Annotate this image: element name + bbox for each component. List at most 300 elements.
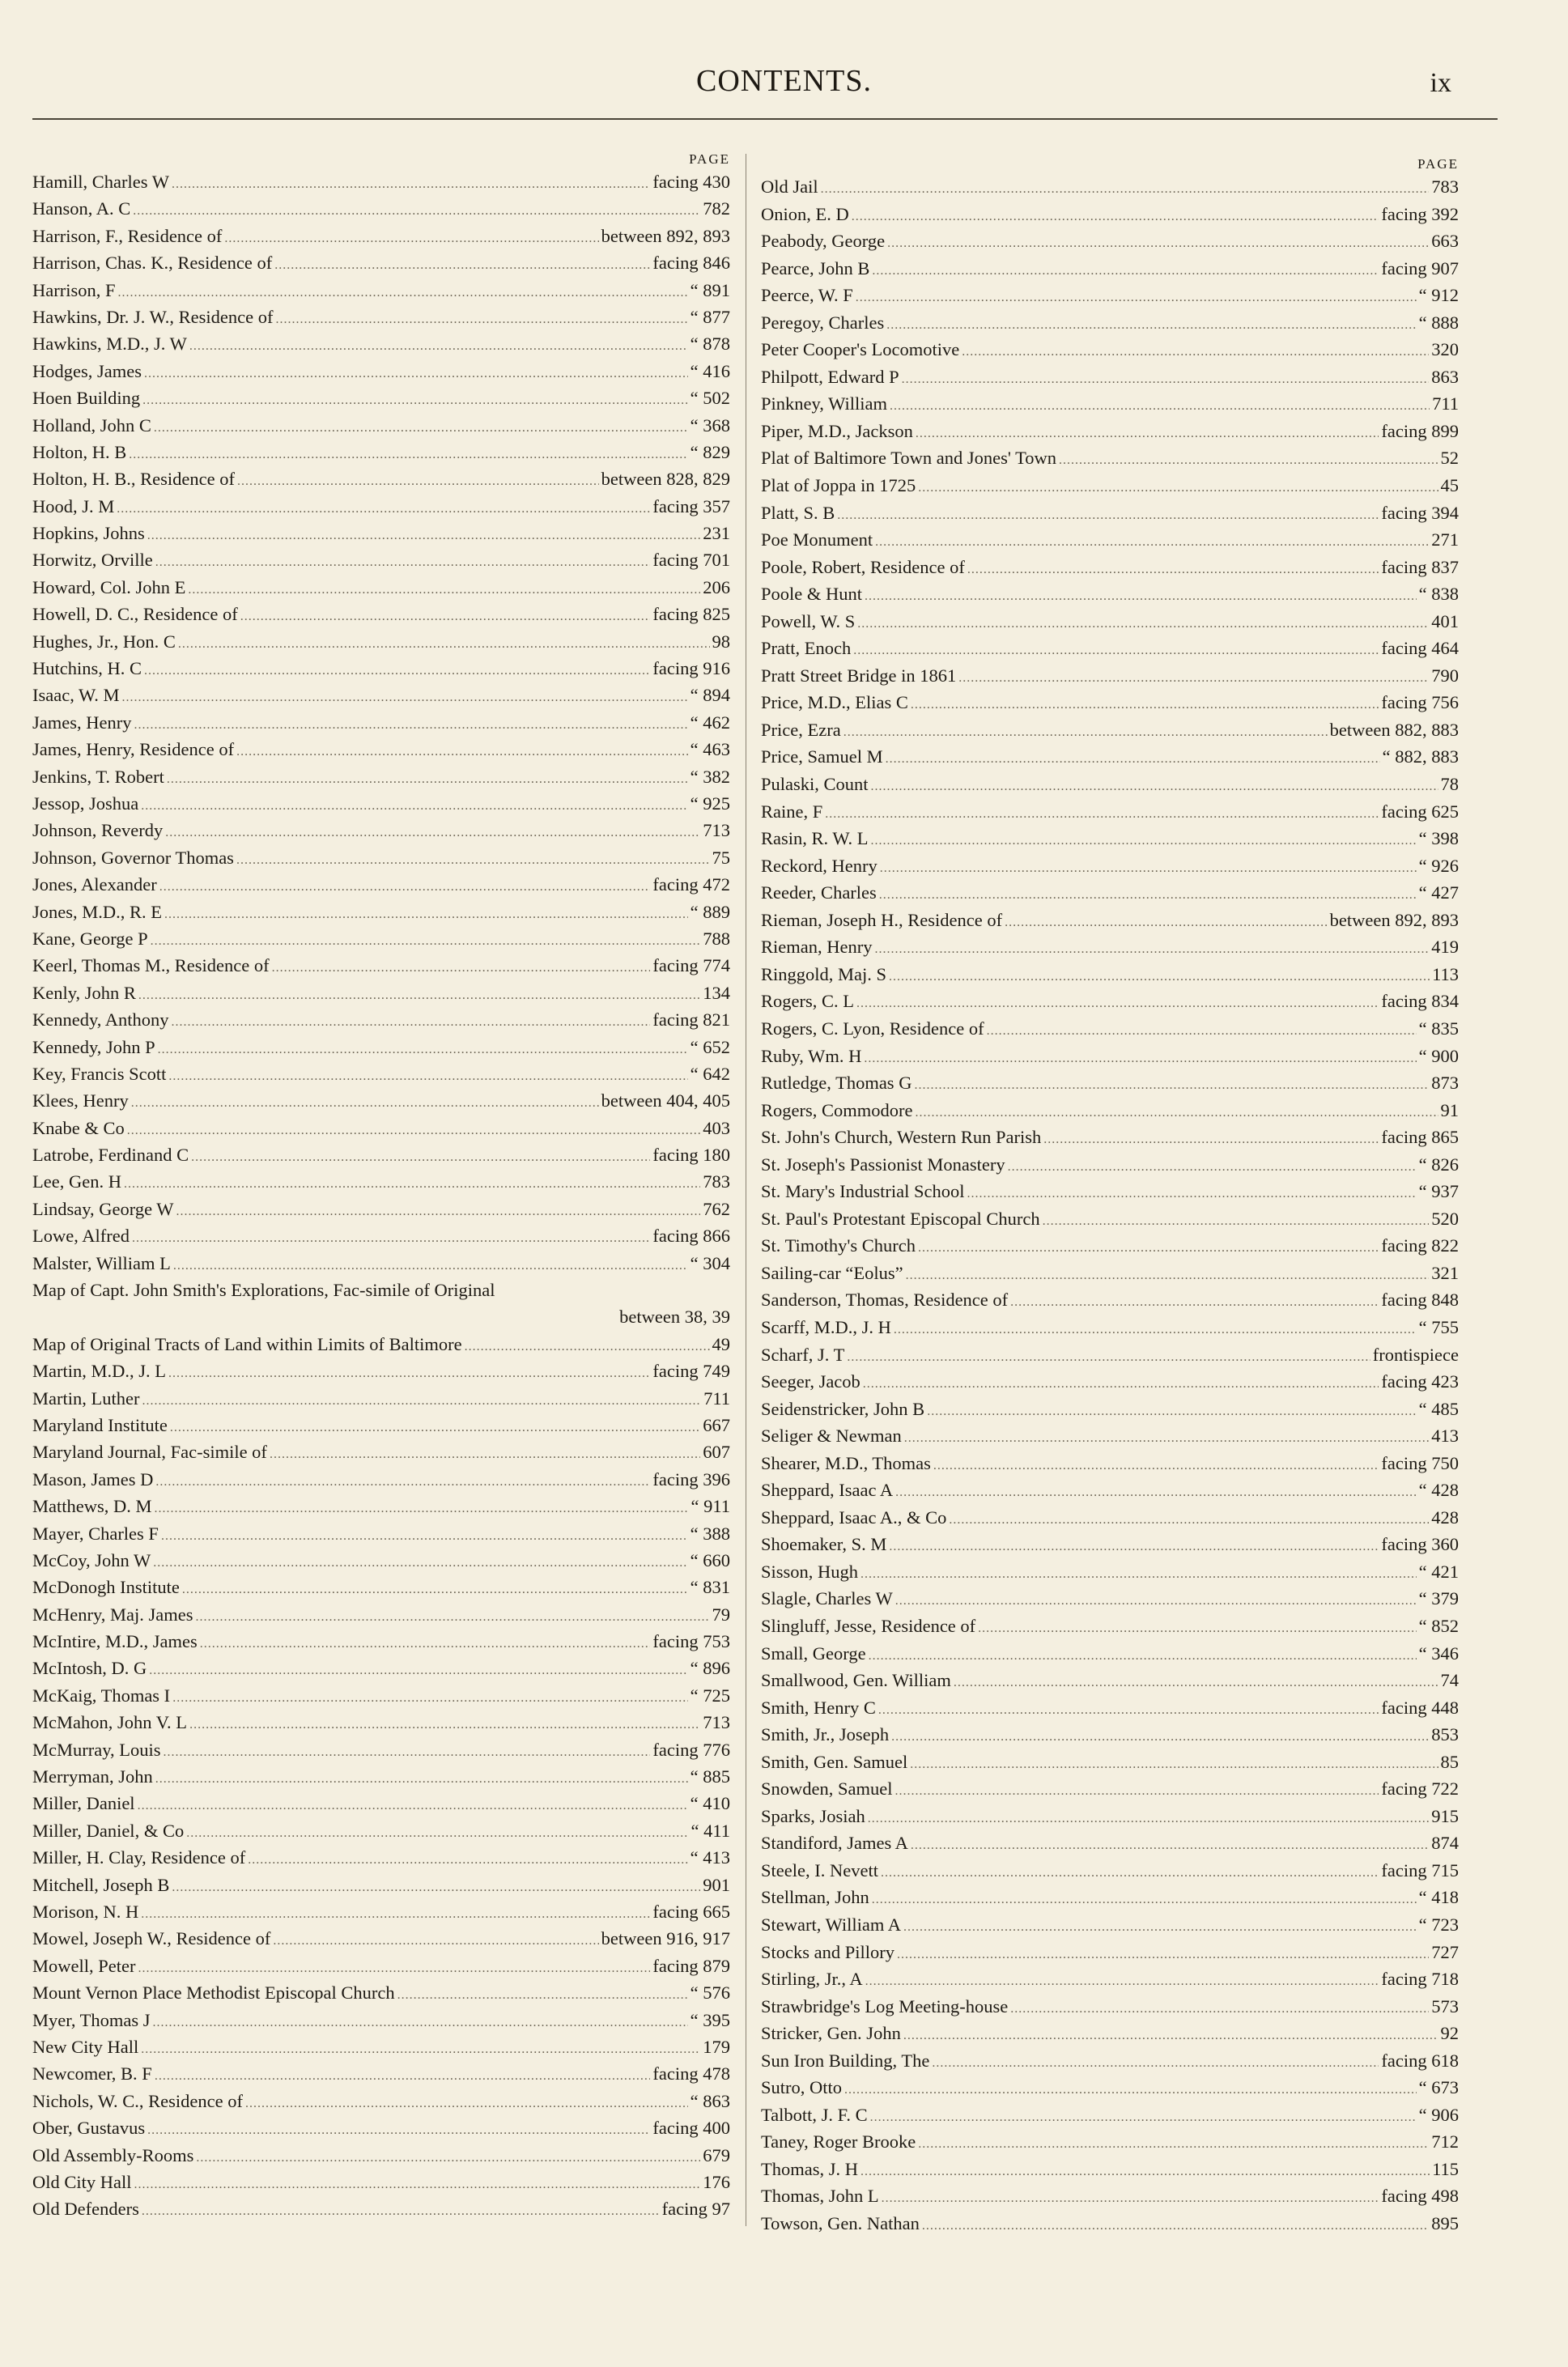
- index-entry: [32, 520, 730, 546]
- entry-title: Myer, Thomas J: [32, 2009, 151, 2030]
- entry-title: Jessop, Joshua: [32, 793, 139, 814]
- dot-leader: [164, 901, 688, 928]
- index-entry: [32, 304, 730, 330]
- index-entry: [32, 195, 730, 222]
- dot-leader: [987, 1018, 1417, 1045]
- dot-leader: [147, 522, 700, 549]
- entry-title: between 38, 39: [619, 1307, 730, 1328]
- page-reference: “ 885: [690, 1766, 730, 1787]
- index-entry: [761, 635, 1459, 662]
- index-entry: [32, 358, 730, 385]
- index-entry: [761, 608, 1459, 635]
- dot-leader: [142, 1387, 701, 1414]
- page-reference: “ 889: [690, 901, 730, 922]
- index-entry: [32, 1493, 730, 1519]
- entry-title: Hodges, James: [32, 360, 142, 381]
- page-reference: “ 926: [1418, 855, 1459, 876]
- entry-title: Slingluff, Jesse, Residence of: [761, 1615, 976, 1636]
- index-entry: [32, 574, 730, 601]
- page-reference: facing 400: [652, 2118, 730, 2139]
- index-entry: [761, 1749, 1459, 1776]
- page-reference: between 882, 883: [1329, 719, 1459, 740]
- page-reference: facing 750: [1381, 1452, 1459, 1473]
- entry-title: Philpott, Edward P: [761, 366, 899, 387]
- page-reference: facing 357: [652, 495, 730, 516]
- dot-leader: [170, 1414, 700, 1441]
- index-entry: [761, 1667, 1459, 1694]
- page-reference: 419: [1431, 937, 1459, 958]
- index-entry: [32, 1763, 730, 1790]
- dot-leader: [134, 712, 687, 738]
- dot-leader: [933, 1452, 1379, 1480]
- dot-leader: [155, 1495, 689, 1522]
- entry-title: Howell, D. C., Residence of: [32, 604, 238, 625]
- entry-title: Nichols, W. C., Residence of: [32, 2090, 243, 2111]
- entry-title: Towson, Gen. Nathan: [761, 2213, 920, 2234]
- page-reference: 873: [1431, 1073, 1459, 1094]
- entry-title: St. Mary's Industrial School: [761, 1181, 965, 1202]
- dot-leader: [880, 855, 1417, 882]
- index-entry: [32, 1412, 730, 1438]
- dot-leader: [918, 474, 1438, 502]
- dot-leader: [155, 2063, 651, 2089]
- dot-leader: [894, 1316, 1417, 1344]
- page-reference: facing 625: [1381, 801, 1459, 822]
- entry-title: Mayer, Charles F: [32, 1523, 159, 1544]
- dot-leader: [141, 2036, 700, 2063]
- page-reference: “ 896: [690, 1658, 730, 1679]
- entry-title: Harrison, F: [32, 279, 116, 300]
- index-entry: [761, 1721, 1459, 1749]
- index-entry: [761, 1314, 1459, 1341]
- index-entry: [761, 852, 1459, 880]
- page-reference: “ 346: [1418, 1642, 1459, 1664]
- page-reference: facing 430: [652, 172, 730, 192]
- index-entry: [32, 925, 730, 952]
- dot-leader: [978, 1615, 1416, 1642]
- index-entry: [32, 1385, 730, 1412]
- dot-leader: [906, 1262, 1430, 1290]
- page-reference: facing 394: [1381, 502, 1459, 523]
- dot-leader: [871, 773, 1438, 801]
- index-entry: [32, 1222, 730, 1249]
- dot-leader: [117, 495, 650, 522]
- entry-title: Miller, Daniel, & Co: [32, 1820, 185, 1841]
- index-entry: [761, 1911, 1459, 1939]
- entry-title: Johnson, Reverdy: [32, 820, 164, 841]
- index-entry: [761, 363, 1459, 391]
- page-reference: “ 642: [690, 1063, 730, 1084]
- dot-leader: [172, 1009, 651, 1035]
- dot-leader: [134, 2171, 701, 2198]
- page-reference: facing 498: [1381, 2186, 1459, 2207]
- page-reference: “ 882, 883: [1382, 746, 1459, 767]
- page-reference: 206: [703, 576, 730, 597]
- entry-title: Ruby, Wm. H: [761, 1045, 862, 1066]
- index-entry: [32, 1547, 730, 1574]
- entry-title: Stewart, William A: [761, 1914, 902, 1935]
- entry-title: Pratt Street Bridge in 1861: [761, 665, 957, 686]
- dot-leader: [902, 366, 1430, 393]
- entry-title: Pinkney, William: [761, 393, 887, 414]
- index-entry: [32, 168, 730, 195]
- index-entry: [761, 716, 1459, 744]
- dot-leader: [155, 1468, 650, 1495]
- index-entry: [32, 1303, 730, 1330]
- entry-title: Old Assembly-Rooms: [32, 2144, 194, 2165]
- dot-leader: [1005, 909, 1328, 937]
- dot-leader: [245, 2090, 688, 2117]
- dot-leader: [272, 954, 651, 981]
- page-reference: “ 463: [690, 739, 730, 760]
- entry-title: Mitchell, Joseph B: [32, 1874, 170, 1895]
- entry-title: Hopkins, Johns: [32, 523, 145, 544]
- entry-title: Kenly, John R: [32, 982, 136, 1003]
- index-entry: [32, 277, 730, 304]
- page-reference: “ 410: [690, 1793, 730, 1814]
- index-entry: [761, 1341, 1459, 1369]
- dot-leader: [891, 1723, 1429, 1751]
- dot-leader: [240, 603, 651, 630]
- page-reference: “ 304: [690, 1252, 730, 1273]
- index-entry: [32, 899, 730, 925]
- entry-title: Peabody, George: [761, 231, 886, 252]
- index-entry: [32, 1168, 730, 1195]
- index-entry: [32, 1925, 730, 1952]
- entry-title: Hughes, Jr., Hon. C: [32, 631, 176, 652]
- dot-leader: [131, 1090, 599, 1116]
- dot-leader: [274, 252, 650, 278]
- dot-leader: [860, 1561, 1417, 1588]
- page-reference: 783: [1431, 176, 1459, 197]
- dot-leader: [922, 2212, 1429, 2240]
- entry-title: McCoy, John W: [32, 1549, 151, 1570]
- entry-title: Sailing-car “Eolus”: [761, 1262, 903, 1283]
- entry-title: Mason, James D: [32, 1468, 154, 1489]
- page-reference: 401: [1431, 610, 1459, 631]
- page-reference: “ 835: [1418, 1018, 1459, 1039]
- index-entry: [32, 1872, 730, 1898]
- entry-title: Merryman, John: [32, 1766, 153, 1787]
- dot-leader: [200, 1630, 651, 1657]
- page-reference: facing 618: [1381, 2050, 1459, 2071]
- entry-title: Reeder, Charles: [761, 882, 877, 903]
- page-reference: facing 753: [652, 1631, 730, 1652]
- index-entry: [32, 952, 730, 979]
- index-entry: [761, 472, 1459, 499]
- dot-leader: [843, 719, 1328, 746]
- entry-title: Smith, Gen. Samuel: [761, 1751, 908, 1772]
- page-reference: “ 911: [691, 1496, 730, 1517]
- page-reference: 520: [1431, 1208, 1459, 1229]
- entry-title: Thomas, J. H: [761, 2158, 858, 2179]
- dot-leader: [186, 1820, 688, 1846]
- index-entry: [761, 743, 1459, 771]
- dot-leader: [248, 1846, 687, 1873]
- dot-leader: [191, 1144, 650, 1171]
- dot-leader: [127, 1117, 701, 1144]
- page-reference: 712: [1431, 2131, 1459, 2152]
- dot-leader: [168, 1063, 687, 1090]
- entry-title: Holland, John C: [32, 414, 151, 436]
- entry-title: Miller, Daniel: [32, 1793, 135, 1814]
- page-reference: 176: [703, 2171, 730, 2192]
- page-reference: “ 826: [1418, 1154, 1459, 1175]
- dot-leader: [196, 2144, 700, 2171]
- index-entry: [32, 790, 730, 817]
- entry-title: Hawkins, M.D., J. W: [32, 334, 187, 355]
- entry-title: Sutro, Otto: [761, 2077, 843, 2098]
- dot-leader: [161, 1523, 688, 1549]
- entry-title: Rogers, Commodore: [761, 1099, 913, 1120]
- page-reference: facing 879: [652, 1955, 730, 1976]
- page-reference: 895: [1431, 2213, 1459, 2234]
- page-reference: facing 837: [1381, 556, 1459, 577]
- page-reference: 874: [1431, 1833, 1459, 1854]
- page-reference: “ 829: [690, 441, 730, 462]
- page-reference: “ 502: [690, 388, 730, 409]
- index-entry: [32, 1520, 730, 1547]
- dot-leader: [837, 502, 1379, 529]
- dot-leader: [196, 1604, 710, 1630]
- page-reference: “ 411: [691, 1820, 730, 1841]
- index-entry: [32, 1953, 730, 1979]
- dot-leader: [270, 1441, 700, 1468]
- index-entry: [761, 2156, 1459, 2183]
- page-reference: facing 396: [652, 1468, 730, 1489]
- index-entry: [32, 2142, 730, 2169]
- dot-leader: [860, 2158, 1430, 2186]
- index-entry: [32, 439, 730, 465]
- dot-leader: [911, 1832, 1429, 1859]
- index-entry: [761, 227, 1459, 255]
- entry-title: Scarff, M.D., J. H: [761, 1316, 891, 1337]
- entry-title: Jones, M.D., R. E: [32, 901, 163, 922]
- page-reference: “ 725: [690, 1685, 730, 1706]
- page-reference: 607: [703, 1442, 730, 1463]
- index-entry: [761, 1965, 1459, 1993]
- entry-title: Ringgold, Maj. S: [761, 963, 887, 984]
- page-reference: 271: [1431, 529, 1459, 550]
- page-reference: 45: [1440, 475, 1459, 496]
- entry-title: Knabe & Co: [32, 1117, 125, 1138]
- entry-title: Rasin, R. W. L: [761, 828, 869, 849]
- dot-leader: [872, 257, 1379, 285]
- entry-title: Harrison, Chas. K., Residence of: [32, 253, 273, 274]
- dot-leader: [124, 1171, 700, 1197]
- index-entry: [761, 2210, 1459, 2237]
- entry-title: Standiford, James A: [761, 1833, 908, 1854]
- index-entry: [32, 2033, 730, 2060]
- entry-title: Price, Samuel M: [761, 746, 883, 767]
- index-entry: [32, 1601, 730, 1628]
- index-entry: [761, 1504, 1459, 1532]
- index-entry: [761, 2101, 1459, 2129]
- index-entry: [32, 2195, 730, 2222]
- entry-title: Price, M.D., Elias C: [761, 692, 908, 713]
- index-entry: [761, 1694, 1459, 1722]
- page-reference: “ 428: [1418, 1480, 1459, 1501]
- index-entry: [32, 1358, 730, 1384]
- page-reference: 782: [703, 198, 730, 219]
- dot-leader: [870, 2104, 1417, 2131]
- entry-title: Martin, Luther: [32, 1387, 140, 1409]
- index-entry: [761, 1205, 1459, 1233]
- entry-title: Shearer, M.D., Thomas: [761, 1452, 931, 1473]
- entry-title: Pulaski, Count: [761, 774, 869, 795]
- entry-title: McIntire, M.D., James: [32, 1631, 198, 1652]
- dot-leader: [182, 1576, 688, 1603]
- entry-title: Poole & Hunt: [761, 584, 863, 605]
- index-entry: [32, 1060, 730, 1087]
- dot-leader: [914, 1072, 1429, 1099]
- page-reference: 573: [1431, 1995, 1459, 2016]
- entry-title: Smith, Henry C: [761, 1697, 876, 1718]
- dot-leader: [397, 1982, 688, 2008]
- dot-leader: [863, 1370, 1379, 1398]
- page-reference: “ 891: [690, 279, 730, 300]
- entry-title: Steele, I. Nevett: [761, 1859, 878, 1880]
- dot-leader: [178, 631, 710, 657]
- entry-title: Map of Capt. John Smith's Explorations, Fac-simile of Original: [32, 1280, 495, 1301]
- page-reference: “ 576: [690, 1982, 730, 2004]
- page-reference: 321: [1431, 1262, 1459, 1283]
- entry-title: Kennedy, Anthony: [32, 1009, 169, 1031]
- page-reference: “ 368: [690, 414, 730, 436]
- page-reference: 231: [703, 523, 730, 544]
- entry-title: Rogers, C. Lyon, Residence of: [761, 1018, 984, 1039]
- entry-title: Maryland Journal, Fac-simile of: [32, 1442, 267, 1463]
- page-reference: “ 416: [690, 360, 730, 381]
- page-reference: facing 916: [652, 658, 730, 679]
- entry-title: Malster, William L: [32, 1252, 171, 1273]
- entry-title: Maryland Institute: [32, 1414, 168, 1435]
- dot-leader: [1008, 1154, 1417, 1181]
- dot-leader: [954, 1669, 1438, 1697]
- dot-leader: [844, 2076, 1417, 2104]
- index-entry: [761, 2128, 1459, 2156]
- index-entry: [32, 1115, 730, 1141]
- entry-title: Map of Original Tracts of Land within Limits of Baltimore: [32, 1333, 462, 1354]
- dot-leader: [878, 1697, 1379, 1724]
- page-reference: 75: [712, 847, 730, 868]
- page-reference: facing 907: [1381, 257, 1459, 278]
- index-entry: [32, 2060, 730, 2087]
- page-reference: facing 180: [652, 1145, 730, 1166]
- dot-leader: [236, 738, 688, 765]
- entry-title: Seeger, Jacob: [761, 1371, 860, 1392]
- entry-title: St. Timothy's Church: [761, 1235, 916, 1256]
- page-reference: 92: [1440, 2023, 1459, 2044]
- entry-title: Talbott, J. F. C: [761, 2104, 868, 2125]
- page-column-label: PAGE: [1417, 156, 1459, 172]
- index-entry: [761, 1613, 1459, 1640]
- page-reference: 74: [1440, 1670, 1459, 1691]
- entry-title: Piper, M.D., Jackson: [761, 420, 913, 441]
- entry-title: Hamill, Charles W: [32, 172, 169, 192]
- dot-leader: [159, 873, 651, 900]
- dot-leader: [962, 338, 1429, 366]
- dot-leader: [273, 1927, 598, 1954]
- index-entry: [32, 1034, 730, 1060]
- dot-leader: [172, 1874, 700, 1901]
- page-reference: 49: [712, 1333, 730, 1354]
- dot-leader: [881, 1859, 1379, 1887]
- page-reference: facing 360: [1381, 1534, 1459, 1555]
- page-column-label: PAGE: [689, 151, 730, 167]
- index-entry: [32, 1790, 730, 1817]
- page-reference: 113: [1432, 963, 1459, 984]
- entry-title: Powell, W. S: [761, 610, 856, 631]
- entry-title: Onion, E. D: [761, 203, 849, 224]
- dot-leader: [872, 1886, 1417, 1914]
- page-reference: “ 877: [690, 306, 730, 327]
- entry-title: Strawbridge's Log Meeting-house: [761, 1995, 1009, 2016]
- entry-title: Howard, Col. John E: [32, 576, 186, 597]
- page-reference: facing 865: [1381, 1127, 1459, 1148]
- page-reference: “ 888: [1418, 312, 1459, 333]
- page-reference: 667: [703, 1414, 730, 1435]
- dot-leader: [1059, 447, 1438, 474]
- page-reference: facing 701: [652, 550, 730, 571]
- dot-leader: [847, 1344, 1370, 1371]
- dot-leader: [144, 360, 688, 387]
- index-entry: [761, 1260, 1459, 1287]
- page-reference: facing 821: [652, 1009, 730, 1031]
- page-reference: “ 382: [690, 766, 730, 787]
- entry-title: Mowel, Joseph W., Residence of: [32, 1928, 271, 1949]
- page-reference: “ 906: [1418, 2104, 1459, 2125]
- entry-title: Morison, N. H: [32, 1902, 139, 1922]
- index-entry: [32, 1438, 730, 1465]
- page-reference: 713: [703, 1712, 730, 1733]
- dot-leader: [155, 549, 651, 576]
- index-entry: [761, 1043, 1459, 1070]
- page-reference: 853: [1431, 1724, 1459, 1745]
- dot-leader: [142, 387, 688, 414]
- page-reference: “ 937: [1418, 1181, 1459, 1202]
- entry-title: Stricker, Gen. John: [761, 2023, 901, 2044]
- index-entry: [32, 655, 730, 682]
- page-reference: 115: [1432, 2158, 1459, 2179]
- entry-title: Smallwood, Gen. William: [761, 1670, 951, 1691]
- page-reference: “ 427: [1418, 882, 1459, 903]
- index-entry: [761, 282, 1459, 309]
- entry-title: Hawkins, Dr. J. W., Residence of: [32, 306, 274, 327]
- index-list: [761, 173, 1459, 2237]
- index-entry: [32, 223, 730, 249]
- index-entry: [32, 709, 730, 736]
- entry-title: Pearce, John B: [761, 257, 870, 278]
- page-reference: 428: [1431, 1506, 1459, 1528]
- entry-title: McIntosh, D. G: [32, 1658, 147, 1679]
- dot-leader: [874, 936, 1429, 963]
- dot-leader: [890, 393, 1430, 420]
- entry-title: McMurray, Louis: [32, 1739, 161, 1760]
- dot-leader: [275, 306, 687, 333]
- entry-title: Slagle, Charles W: [761, 1588, 893, 1609]
- page-reference: between 892, 893: [1329, 909, 1459, 930]
- index-entry: [32, 601, 730, 627]
- entry-title: Plat of Joppa in 1725: [761, 475, 916, 496]
- dot-leader: [132, 1225, 650, 1251]
- entry-title: Hoen Building: [32, 388, 141, 409]
- dot-leader: [853, 637, 1379, 665]
- index-entry: [761, 1124, 1459, 1151]
- index-entry: [32, 385, 730, 411]
- dot-leader: [118, 279, 688, 306]
- dot-leader: [864, 1045, 1416, 1073]
